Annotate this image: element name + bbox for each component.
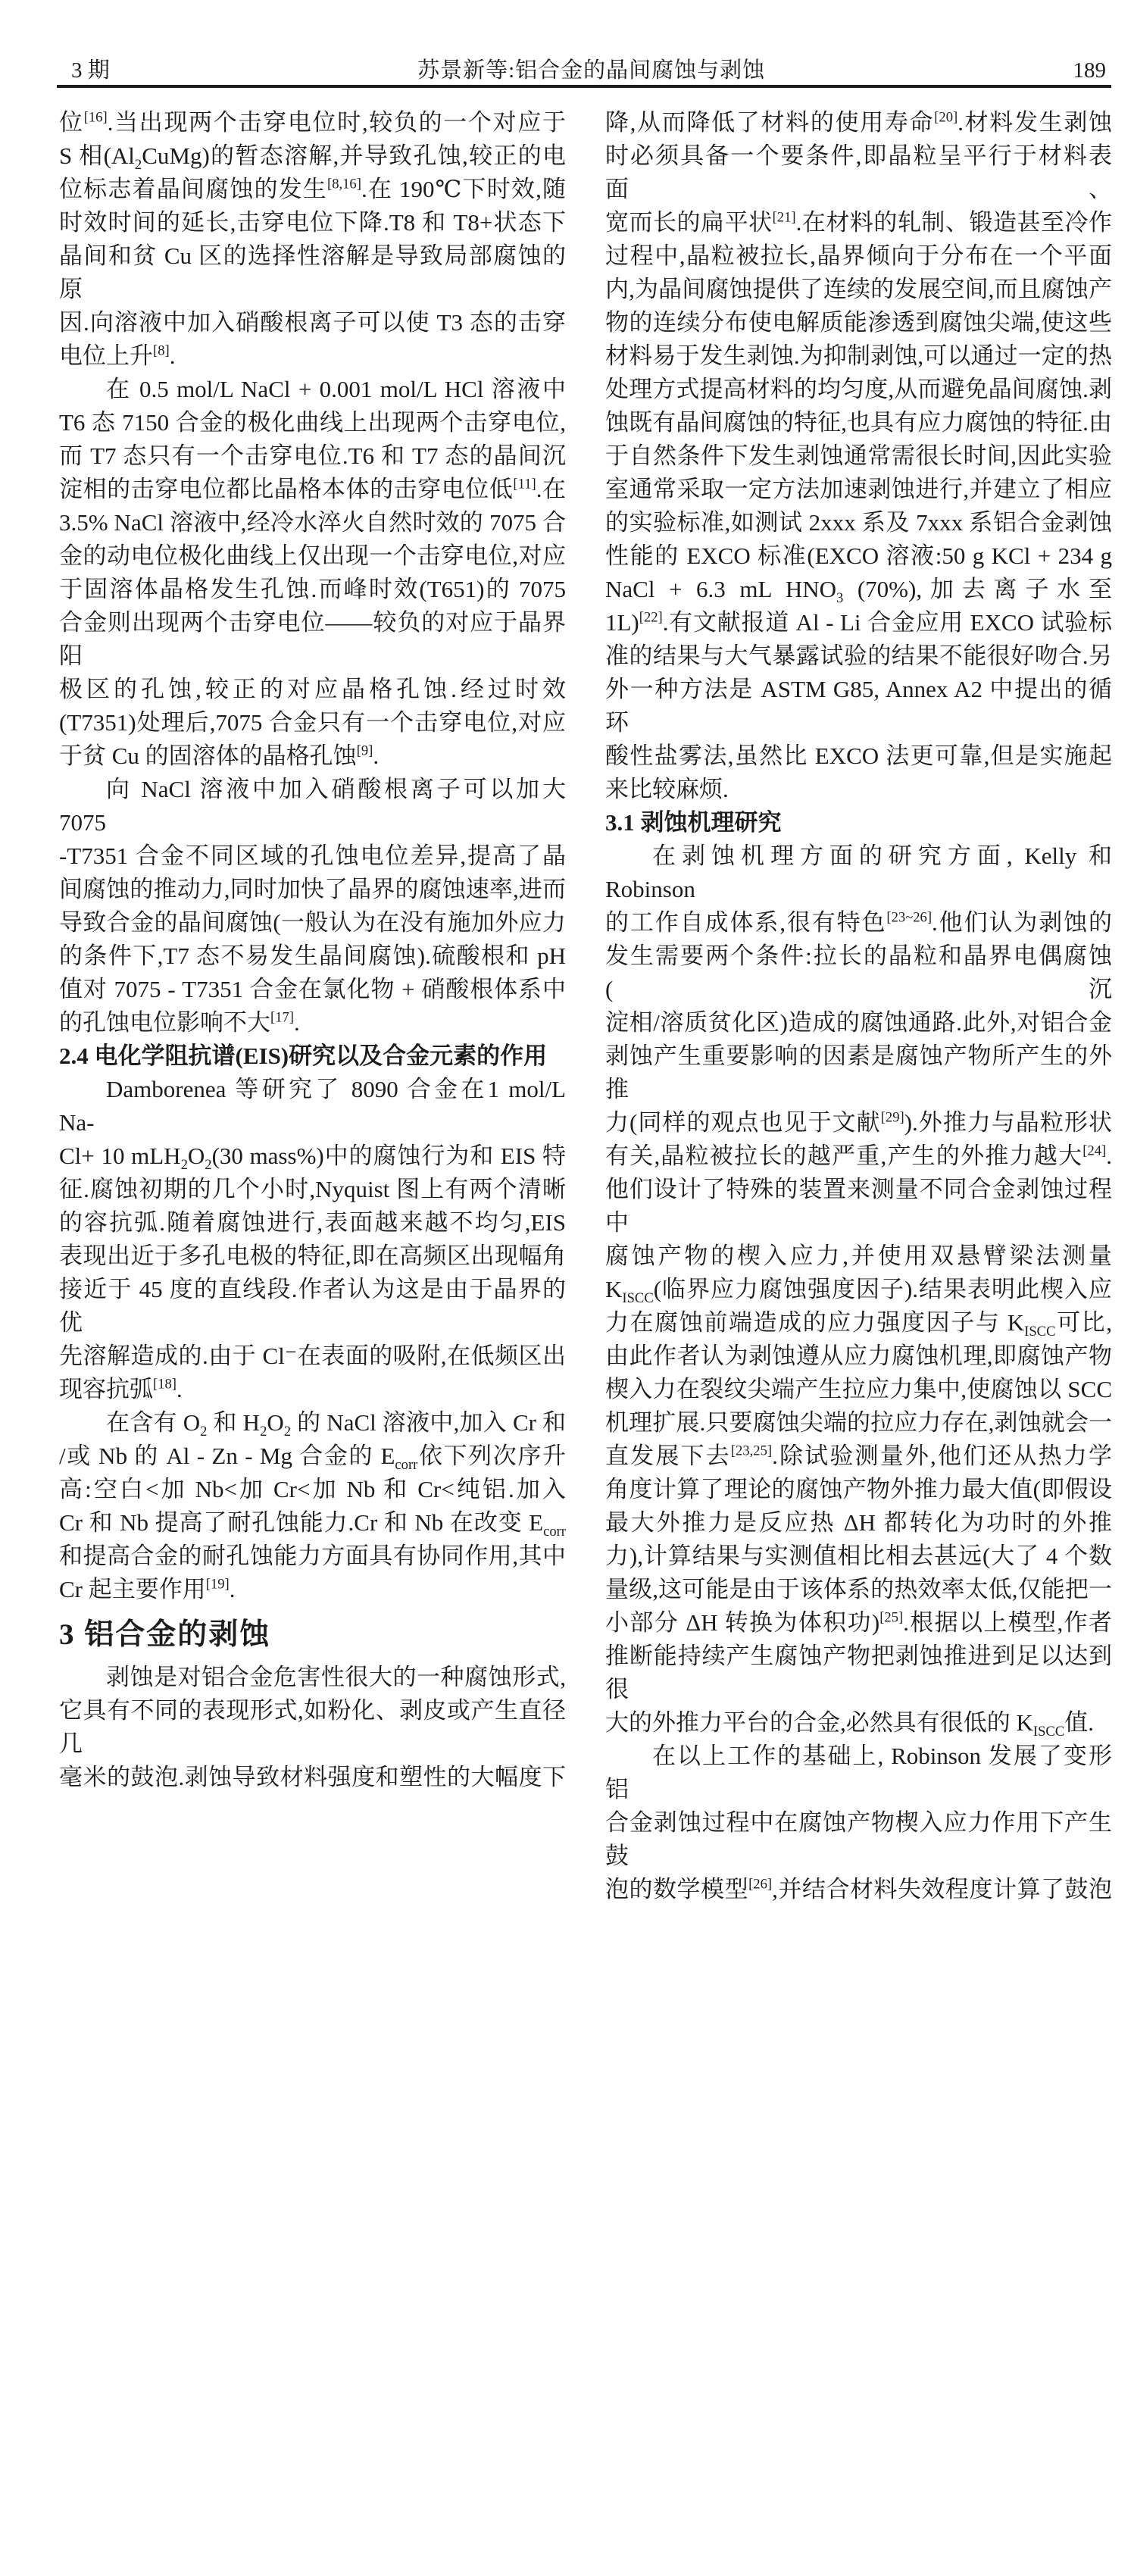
right-text-line-15: 1L)[22].有文献报道 Al - Li 合金应用 EXCO 试验标: [605, 609, 1112, 636]
left-text-line-29: 征.腐蚀初期的几个小时,Nyquist 图上有两个清晰: [59, 1176, 566, 1202]
left-text-line-26: 2.4 电化学阻抗谱(EIS)研究以及合金元素的作用: [59, 1043, 548, 1069]
left-text-line-30: 的容抗弧.随着腐蚀进行,表面越来越不均匀,EIS: [59, 1209, 566, 1236]
right-text-line-3: 宽而长的扁平状[21].在材料的轧制、锻造甚至冷作: [605, 209, 1112, 236]
reference-superscript: [29]: [880, 1109, 904, 1126]
left-text-line-37: 高:空白<加 Nb<加 Cr<加 Nb 和 Cr<纯铝.加入: [59, 1476, 566, 1502]
right-text-line-42: 大的外推力平台的合金,必然具有很低的 $K_{ISCC}$值.: [605, 1709, 1094, 1740]
left-text-line-13: 金的动电位极化曲线上仅出现一个击穿电位,对应: [59, 542, 566, 569]
right-text-line-5: 内,为晶间腐蚀提供了连续的发展空间,而且腐蚀产: [605, 276, 1112, 302]
right-text-line-2: 时必须具备一个要条件,即晶粒呈平行于材料表面、: [605, 142, 1112, 202]
reference-superscript: [9]: [356, 742, 373, 759]
left-text-line-41: 3 铝合金的剥蚀: [59, 1618, 271, 1651]
left-text-line-5: 晶间和贫 Cu 区的选择性溶解是导致局部腐蚀的原: [59, 242, 566, 302]
left-text-line-6: 因.向溶液中加入硝酸根离子可以使 T3 态的击穿: [59, 309, 566, 336]
left-text-line-27: Damborenea 等研究了 8090 合金在1 mol/L Na-: [59, 1076, 566, 1136]
right-text-line-22: 的工作自成体系,很有特色[23~26].他们认为剥蚀的: [605, 909, 1113, 936]
right-text-line-28: 他们设计了特殊的装置来测量不同合金剥蚀过程中: [605, 1176, 1112, 1236]
left-text-line-33: 先溶解造成的.由于 Cl⁻在表面的吸附,在低频区出: [59, 1343, 566, 1369]
reference-superscript: [8]: [153, 342, 170, 359]
right-text-line-8: 处理方式提高材料的均匀度,从而避免晶间腐蚀.剥: [605, 376, 1112, 402]
chemical-subscript: 2: [200, 1424, 208, 1440]
reference-superscript: [20]: [934, 109, 958, 126]
right-text-line-12: 的实验标准,如测试 2xxx 系及 7xxx 系铝合金剥蚀: [605, 509, 1112, 536]
chemical-subscript: 2: [205, 1157, 212, 1174]
left-text-line-36: /或 Nb 的 Al - Zn - Mg 合金的 $E_{corr}$依下列次序升: [59, 1443, 566, 1474]
chemical-subscript: 3: [836, 590, 844, 607]
right-text-line-37: 最大外推力是反应热 ΔH 都转化为功时的外推: [605, 1509, 1112, 1536]
left-text-line-23: 的条件下,T7 态不易发生晶间腐蚀).硫酸根和 pH: [59, 943, 566, 969]
left-text-line-17: (T7351)处理后,7075 合金只有一个击穿电位,对应: [59, 709, 566, 736]
page-header: [59, 53, 1112, 84]
right-text-line-35: 直发展下去[23,25].除试验测量外,他们还从热力学: [605, 1443, 1112, 1469]
right-text-line-13: 性能的 EXCO 标准(EXCO 溶液:50 g KCl + 234 g: [605, 542, 1112, 569]
reference-superscript: [24]: [1082, 1143, 1107, 1159]
right-text-line-6: 物的连续分布使电解质能渗透到腐蚀尖端,使这些: [605, 309, 1112, 336]
header-rule: [57, 85, 1111, 88]
reference-superscript: [23~26]: [886, 909, 933, 926]
left-text-line-24: 值对 7075 - T7351 合金在氯化物 + 硝酸根体系中: [59, 976, 566, 1002]
right-text-line-39: 量级,这可能是由于该体系的热效率太低,仅能把一: [605, 1576, 1112, 1602]
left-text-line-3: 位标志着晶间腐蚀的发生[8,16].在 190℃下时效,随: [59, 176, 566, 202]
right-text-line-34: 机理扩展.只要腐蚀尖端的拉应力存在,剥蚀就会一: [605, 1409, 1112, 1436]
right-text-line-25: 剥蚀产生重要影响的因素是腐蚀产物所产生的外推: [605, 1043, 1112, 1102]
left-text-line-8: 在 0.5 mol/L NaCl + 0.001 mol/L HCl 溶液中: [106, 376, 566, 402]
right-text-line-18: 酸性盐雾法,虽然比 EXCO 法更可靠,但是实施起: [605, 742, 1112, 769]
reference-superscript: [17]: [270, 1009, 294, 1026]
right-text-line-26: 力(同样的观点也见于文献[29]).外推力与晶粒形状: [605, 1109, 1113, 1136]
left-text-line-2: S 相$(Al_2CuMg)$的暂态溶解,并导致孔蚀,较正的电: [59, 142, 566, 174]
left-column: [59, 106, 566, 1906]
chemical-subscript: corr: [543, 1524, 566, 1540]
left-text-line-38: Cr 和 Nb 提高了耐孔蚀能力.Cr 和 Nb 在改变 $E_{corr}$: [59, 1509, 566, 1540]
left-text-line-19: 向 NaCl 溶液中加入硝酸根离子可以加大 7075: [59, 776, 566, 836]
reference-superscript: [16]: [83, 109, 108, 126]
right-text-line-44: 合金剥蚀过程中在腐蚀产物楔入应力作用下产生鼓: [605, 1809, 1112, 1869]
left-text-line-1: 位[16].当出现两个击穿电位时,较负的一个对应于: [59, 109, 567, 136]
right-text-line-4: 过程中,晶粒被拉长,晶界倾向于分布在一个平面: [605, 242, 1112, 269]
left-text-line-9: T6 态 7150 合金的极化曲线上出现两个击穿电位,: [59, 409, 566, 436]
right-text-line-40: 小部分 ΔH 转换为体积功)[25].根据以上模型,作者: [605, 1609, 1112, 1636]
left-text-line-7: 电位上升[8].: [59, 342, 176, 369]
right-text-line-31: 力在腐蚀前端造成的应力强度因子与 $K_{ISCC}$可比,: [605, 1309, 1112, 1340]
left-text-line-12: 3.5% NaCl 溶液中,经冷水淬火自然时效的 7075 合: [59, 509, 566, 536]
reference-superscript: [26]: [748, 1876, 773, 1893]
chemical-subscript: ISCC: [1032, 1724, 1065, 1740]
left-text-line-28: Cl+ 10 $mLH_2O_2(30$ mass%)中的腐蚀行为和 EIS 特: [59, 1143, 566, 1174]
left-text-line-39: 和提高合金的耐孔蚀能力方面具有协同作用,其中: [59, 1543, 566, 1569]
page-number: 189: [1073, 58, 1106, 83]
left-text-line-32: 接近于 45 度的直线段.作者认为这是由于晶界的优: [59, 1276, 566, 1336]
left-text-line-42: 剥蚀是对铝合金危害性很大的一种腐蚀形式,: [106, 1664, 566, 1690]
right-text-line-10: 于自然条件下发生剥蚀通常需很长时间,因此实验: [605, 442, 1112, 469]
chemical-subscript: ISCC: [622, 1290, 654, 1307]
left-text-line-15: 合金则出现两个击穿电位——较负的对应于晶界阳: [59, 609, 566, 669]
left-text-line-20: -T7351 合金不同区域的孔蚀电位差异,提高了晶: [59, 843, 566, 869]
left-text-line-40: Cr 起主要作用[19].: [59, 1576, 236, 1602]
right-text-line-41: 推断能持续产生腐蚀产物把剥蚀推进到足以达到很: [605, 1643, 1112, 1702]
reference-superscript: [25]: [879, 1609, 904, 1626]
reference-superscript: [11]: [513, 476, 536, 492]
running-title: 苏景新等:铝合金的晶间腐蚀与剥蚀: [417, 58, 766, 83]
right-text-line-43: 在以上工作的基础上, Robinson 发展了变形铝: [605, 1743, 1112, 1802]
right-column: [605, 106, 1112, 1906]
chemical-subscript: ISCC: [1024, 1324, 1056, 1340]
left-text-line-14: 于固溶体晶格发生孔蚀.而峰时效(T651)的 7075: [59, 576, 566, 602]
reference-superscript: [8,16]: [327, 176, 361, 192]
left-text-line-4: 时效时间的延长,击穿电位下降.T8 和 T8+状态下: [59, 209, 566, 236]
left-text-line-31: 表现出近于多孔电极的特征,即在高频区出现幅角: [59, 1243, 566, 1269]
right-text-line-17: 外一种方法是 ASTM G85, Annex A2 中提出的循环: [605, 676, 1112, 736]
body-columns: [59, 106, 1112, 1906]
reference-superscript: [21]: [772, 209, 796, 226]
right-text-line-21: 在剥蚀机理方面的研究方面, Kelly 和 Robinson: [605, 843, 1112, 902]
right-text-line-23: 发生需要两个条件:拉长的晶粒和晶界电偶腐蚀(沉: [605, 943, 1112, 1002]
left-text-line-10: 而 T7 态只有一个击穿电位.T6 和 T7 态的晶间沉: [59, 442, 566, 469]
right-text-line-29: 腐蚀产物的楔入应力,并使用双悬臂梁法测量: [605, 1243, 1112, 1269]
right-text-line-36: 角度计算了理论的腐蚀产物外推力最大值(即假设: [605, 1476, 1112, 1502]
right-text-line-16: 准的结果与大气暴露试验的结果不能很好吻合.另: [605, 642, 1112, 669]
left-text-line-18: 于贫 Cu 的固溶体的晶格孔蚀[9].: [59, 742, 380, 769]
left-text-line-34: 现容抗弧[18].: [59, 1376, 183, 1402]
left-text-line-43: 它具有不同的表现形式,如粉化、剥皮或产生直径几: [59, 1697, 566, 1757]
right-text-line-14: NaCl + 6.3 mL $HNO_3$ (70%),加去离子水至: [605, 576, 1112, 607]
left-text-line-35: 在含有 $O_2$ 和 $H_2O_2$ 的 NaCl 溶液中,加入 Cr 和: [106, 1409, 566, 1440]
right-text-line-30: $K_{ISCC}$(临界应力腐蚀强度因子).结果表明此楔入应: [605, 1276, 1112, 1307]
reference-superscript: [18]: [153, 1376, 177, 1393]
left-text-line-22: 导致合金的晶间腐蚀(一般认为在没有施加外应力: [59, 909, 566, 936]
right-text-line-24: 淀相/溶质贫化区)造成的腐蚀通路.此外,对铝合金: [605, 1009, 1112, 1036]
right-text-line-33: 楔入力在裂纹尖端产生拉应力集中,使腐蚀以 SCC: [605, 1376, 1112, 1402]
left-text-line-44: 毫米的鼓泡.剥蚀导致材料强度和塑性的大幅度下: [59, 1764, 566, 1790]
right-text-line-27: 有关,晶粒被拉长的越严重,产生的外推力越大[24].: [605, 1143, 1112, 1169]
right-text-line-11: 室通常采取一定方法加速剥蚀进行,并建立了相应: [605, 476, 1112, 502]
right-text-line-1: 降,从而降低了材料的使用寿命[20].材料发生剥蚀: [605, 109, 1113, 136]
reference-superscript: [19]: [205, 1576, 230, 1593]
right-text-line-7: 材料易于发生剥蚀.为抑制剥蚀,可以通过一定的热: [605, 342, 1112, 369]
left-text-line-25: 的孔蚀电位影响不大[17].: [59, 1009, 300, 1036]
chemical-subscript: 2: [283, 1424, 292, 1440]
right-text-line-20: 3.1 剥蚀机理研究: [605, 809, 782, 836]
chemical-subscript: 2: [134, 157, 142, 174]
chemical-subscript: 2: [260, 1424, 267, 1440]
reference-superscript: [23,25]: [730, 1443, 773, 1459]
right-text-line-38: 力),计算结果与实测值相比相去甚远(大了 4 个数: [605, 1543, 1112, 1569]
right-text-line-32: 由此作者认为剥蚀遵从应力腐蚀机理,即腐蚀产物: [605, 1343, 1112, 1369]
right-text-line-19: 来比较麻烦.: [605, 776, 729, 802]
right-text-line-45: 泡的数学模型[26],并结合材料失效程度计算了鼓泡: [605, 1876, 1113, 1902]
chemical-subscript: corr: [395, 1457, 418, 1474]
reference-superscript: [22]: [639, 609, 663, 626]
right-text-line-9: 蚀既有晶间腐蚀的特征,也具有应力腐蚀的特征.由: [605, 409, 1112, 436]
left-text-line-21: 间腐蚀的推动力,同时加快了晶界的腐蚀速率,进而: [59, 876, 566, 902]
journal-issue-label: 3 期: [71, 58, 110, 83]
left-text-line-11: 淀相的击穿电位都比晶格本体的击穿电位低[11].在: [59, 476, 567, 502]
chemical-subscript: 2: [180, 1157, 188, 1174]
left-text-line-16: 极区的孔蚀,较正的对应晶格孔蚀.经过时效: [59, 676, 566, 702]
